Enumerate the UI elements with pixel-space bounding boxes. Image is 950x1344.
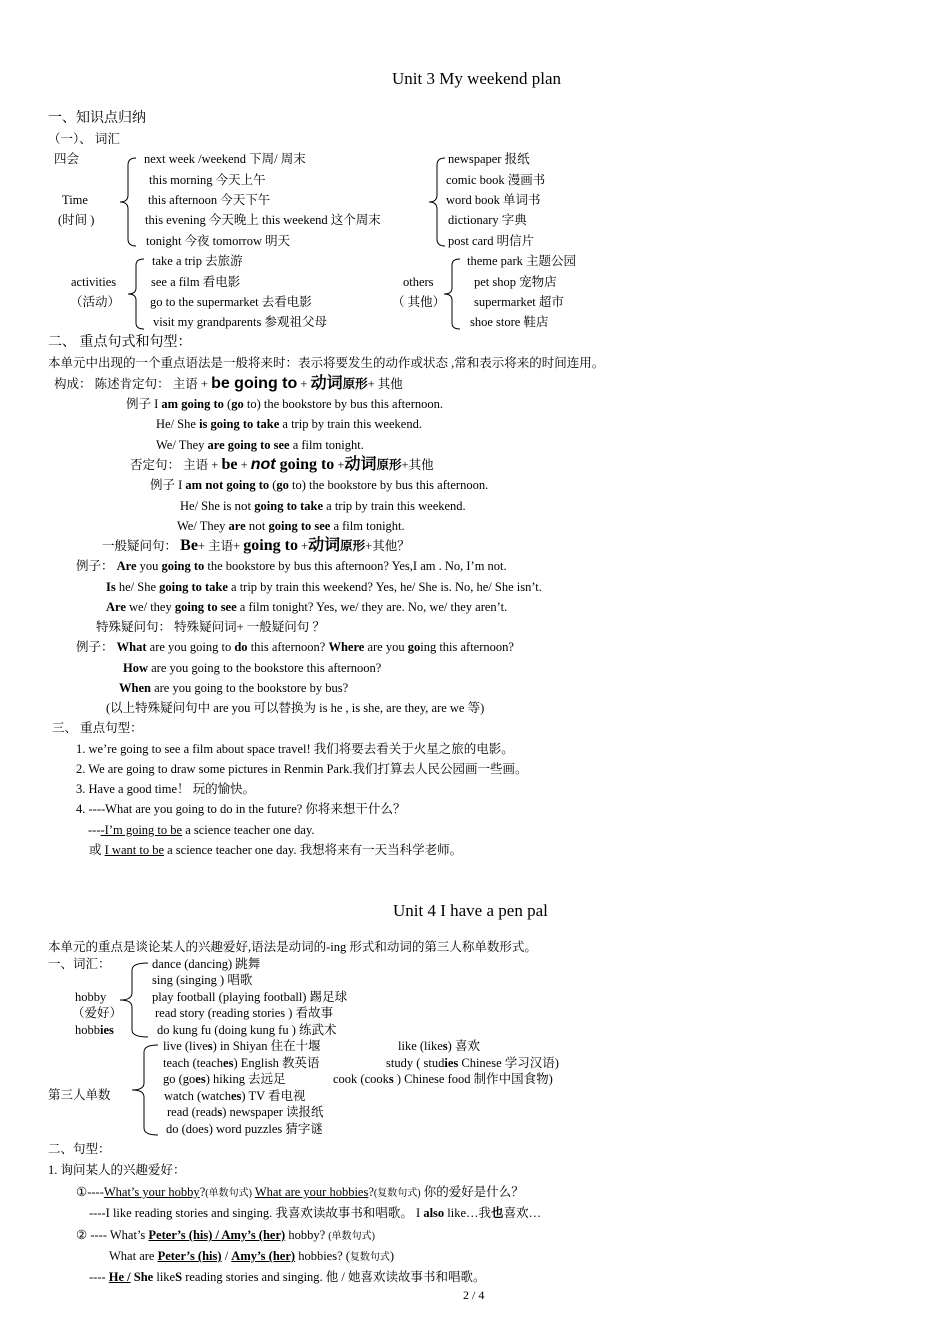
u3-sp-example-2: How are you going to the bookstore this afternoon? [123, 661, 382, 675]
u3-time-item: next week /weekend 下周/ 周末 [144, 152, 306, 166]
u4-hobby-label: hobby [75, 990, 107, 1004]
u4-section-1-heading: 一、词汇： [48, 957, 111, 971]
u3-time-item: tonight 今夜 tomorrow 明天 [146, 234, 291, 248]
u3-others-label: others [403, 275, 434, 289]
u3-time-top-label: 四会 [54, 152, 80, 166]
unit4-title: Unit 4 I have a pen pal [393, 901, 548, 920]
u3-key-sentence: 1. we’re going to see a film about space travel! 我们将要去看关于火星之旅的电影。 [76, 742, 514, 756]
u3-activity-item: take a trip 去旅游 [152, 254, 243, 268]
u4-third-item: teach (teaches) English 教英语 [163, 1056, 320, 1070]
u4-third-item: like (likes) 喜欢 [398, 1039, 480, 1053]
u3-section-2-heading: 二、 重点句式和句型： [48, 335, 192, 350]
u3-activities-label-cn: （活动） [70, 295, 121, 309]
u3-sp-example-3: When are you going to the bookstore by bus? [119, 681, 349, 695]
u3-time-item: this morning 今天上午 [149, 173, 266, 187]
u3-sp-note: (以上特殊疑问句中 are you 可以替换为 is he , is she, are they, are we 等) [106, 701, 485, 715]
u3-q-example-3: Are we/ they going to see a film tonight? Yes, we/ they are. No, we/ they aren’t. [106, 600, 508, 614]
u3-grammar-intro: 本单元中出现的一个重点语法是一般将来时：表示将要发生的动作或状态 ,常和表示将来的时间连用。 [48, 356, 605, 370]
u4-third-item: go (goes) hiking 去远足 [163, 1072, 286, 1086]
u3-section-3-heading: 三、 重点句型： [52, 721, 143, 735]
u4-hobby-answer: ----I like reading stories and singing. 我喜欢读故事书和唱歌。 I also like…我也喜欢… [89, 1206, 542, 1220]
u4-third-item: live (lives) in Shiyan 住在十堰 [163, 1039, 321, 1053]
u3-affirmative-formula: 构成： 陈述肯定句： 主语 + be going to + 动词原形+ 其他 [54, 375, 403, 392]
u3-activities-brace [126, 258, 146, 330]
u3-things-item: word book 单词书 [446, 193, 541, 207]
u4-third-item: read (reads) newspaper 读报纸 [167, 1105, 324, 1119]
u3-key-sentence-answer: ----I’m going to be a science teacher one day. [88, 823, 315, 837]
u4-third-item: do (does) word puzzles 猜字谜 [166, 1122, 323, 1136]
u3-vocab-subheading: （一）、 词汇 [48, 132, 120, 146]
u3-time-item: this afternoon 今天下午 [148, 193, 271, 207]
u4-hobby-item: play football (playing football) 踢足球 [152, 990, 348, 1004]
u3-neg-example-1: 例子 I am not going to (go to) the bookstore by bus this afternoon. [150, 477, 489, 492]
u3-others-brace [442, 258, 462, 330]
u3-time-item: this evening 今天晚上 this weekend 这个周末 [145, 213, 381, 227]
u3-key-sentence: 4. ----What are you going to do in the future? 你将来想干什么？ [76, 802, 406, 816]
u3-time-label: Time [62, 193, 88, 207]
u3-sp-example-1: 例子： What are you going to do this afternoon? Where are you going this afternoon? [76, 640, 514, 654]
u4-hobby-brace [118, 962, 150, 1038]
u3-negative-formula: 否定句： 主语 + be + not going to +动词原形+其他 [130, 456, 434, 473]
u4-hobby-item: dance (dancing) 跳舞 [152, 957, 261, 971]
u3-others-item: theme park 主题公园 [467, 254, 577, 268]
u4-hobbies-label: hobbies [75, 1023, 114, 1037]
page-number: 2 / 4 [463, 1288, 485, 1302]
unit3-title: Unit 3 My weekend plan [392, 69, 562, 88]
u4-hobby-label-cn: （爱好） [72, 1006, 123, 1020]
u3-neg-example-3: We/ They are not going to see a film tonight. [177, 518, 405, 533]
u3-activities-label: activities [71, 275, 117, 289]
u3-key-sentence: 3. Have a good time！ 玩的愉快。 [76, 782, 256, 796]
u4-third-item: study ( studies Chinese 学习汉语) [386, 1056, 559, 1070]
u3-others-item: pet shop 宠物店 [474, 275, 557, 289]
u4-section-2-heading: 二、句型： [48, 1142, 111, 1156]
u4-intro: 本单元的重点是谈论某人的兴趣爱好,语法是动词的-ing 形式和动词的第三人称单数形式。 [48, 940, 537, 954]
u4-third-person-brace [130, 1044, 160, 1136]
u3-q-example-1: 例子： Are you going to the bookstore by bus this afternoon? Yes,I am . No, I’m not. [76, 559, 507, 573]
u3-question-formula: 一般疑问句： Be+ 主语+ going to +动词原形+其他？ [102, 537, 410, 554]
u4-third-person-question: ② ---- What’s Peter’s (his) / Amy’s (her) hobby? (单数句式) [76, 1228, 375, 1242]
u3-things-item: newspaper 报纸 [448, 152, 530, 166]
u4-third-item: cook (cooks ) Chinese food 制作中国食物) [333, 1072, 553, 1086]
u3-others-item: shoe store 鞋店 [470, 315, 549, 329]
u3-others-item: supermarket 超市 [474, 295, 564, 309]
u4-hobby-question: ①----What’s your hobby?(单数句式) What are your hobbies?(复数句式) 你的爱好是什么？ [76, 1185, 524, 1199]
u4-third-person-answer: ---- He / She likeS reading stories and singing. 他 / 她喜欢读故事书和唱歌。 [89, 1270, 486, 1284]
u3-special-question-formula: 特殊疑问句： 特殊疑问词+ 一般疑问句 ？ [96, 620, 325, 634]
u3-time-brace [118, 157, 138, 247]
u4-hobby-item: read story (reading stories ) 看故事 [155, 1006, 334, 1020]
u4-hobby-item: sing (singing ) 唱歌 [152, 973, 253, 987]
u3-things-item: dictionary 字典 [448, 213, 527, 227]
u3-things-item: comic book 漫画书 [446, 173, 546, 187]
u3-key-sentence-alt: 或 I want to be a science teacher one day. 我想将来有一天当科学老师。 [89, 843, 463, 857]
u3-section-1-heading: 一、知识点归纳 [48, 111, 146, 126]
u3-activity-item: see a film 看电影 [151, 275, 241, 289]
u3-q-example-2: Is he/ She going to take a trip by train this weekend? Yes, he/ She is. No, he/ She isn’t. [106, 580, 542, 594]
u3-others-label-cn: （ 其他） [392, 295, 446, 309]
u3-time-label-cn: (时间 ) [58, 213, 95, 227]
u3-things-brace [427, 157, 447, 247]
u4-ask-hobby-heading: 1. 询问某人的兴趣爱好： [48, 1163, 186, 1177]
u4-hobby-item: do kung fu (doing kung fu ) 练武术 [157, 1023, 337, 1037]
u3-aff-example-2: He/ She is going to take a trip by train this weekend. [156, 417, 422, 431]
u4-third-item: watch (watches) TV 看电视 [164, 1089, 306, 1103]
u3-aff-example-3: We/ They are going to see a film tonight. [156, 438, 364, 452]
u3-key-sentence: 2. We are going to draw some pictures in Renmin Park.我们打算去人民公园画一些画。 [76, 762, 528, 776]
u3-activity-item: go to the supermarket 去看电影 [150, 295, 312, 309]
u4-third-person-label: 第三人单数 [48, 1088, 111, 1102]
u3-neg-example-2: He/ She is not going to take a trip by train this weekend. [180, 498, 466, 513]
u3-things-item: post card 明信片 [448, 234, 535, 248]
u3-aff-example-1: 例子 I am going to (go to) the bookstore by bus this afternoon. [126, 397, 443, 411]
u4-third-person-question-plural: What are Peter’s (his) / Amy’s (her) hobbies? (复数句式) [109, 1249, 395, 1263]
u3-activity-item: visit my grandparents 参观祖父母 [153, 315, 327, 329]
